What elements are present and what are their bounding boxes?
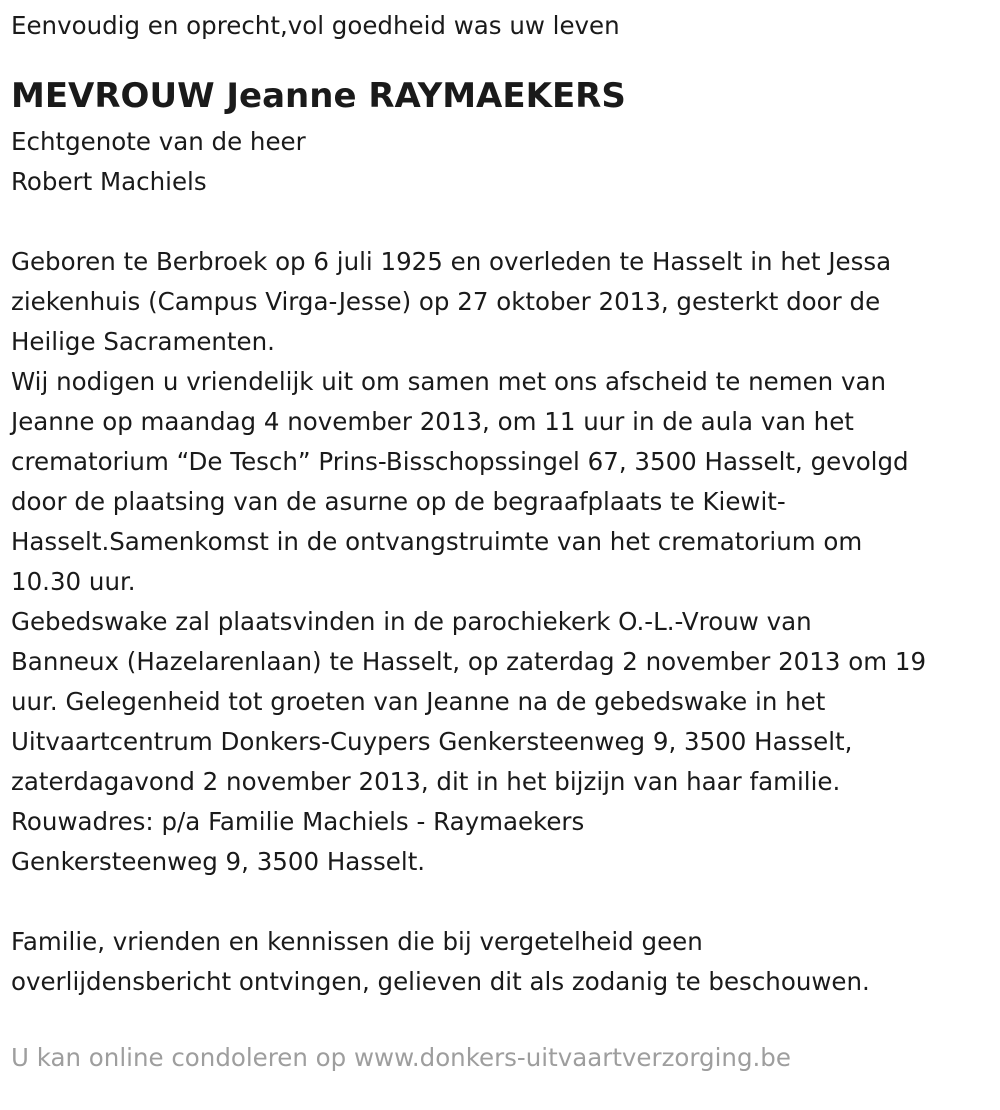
body-line: Heilige Sacramenten. [11,327,275,356]
condolence-link-text: U kan online condoleren op www.donkers-uitvaartverzorging.be [11,1043,791,1072]
body-line: Banneux (Hazelarenlaan) te Hasselt, op zaterdag 2 november 2013 om 19 [11,647,927,676]
spouse-line: Echtgenote van de heer [11,127,306,156]
body-line: crematorium “De Tesch” Prins-Bisschopssingel 67, 3500 Hasselt, gevolgd [11,447,909,476]
body-line: Gebedswake zal plaatsvinden in de parochiekerk O.-L.-Vrouw van [11,607,812,636]
body-line: ziekenhuis (Campus Virga-Jesse) op 27 oktober 2013, gesterkt door de [11,287,881,316]
body-line: Geboren te Berbroek op 6 juli 1925 en overleden te Hasselt in het Jessa [11,247,892,276]
closing-line: Familie, vrienden en kennissen die bij vergetelheid geen [11,927,703,956]
body-line: Jeanne op maandag 4 november 2013, om 11 uur in de aula van het [11,407,854,436]
body-line: door de plaatsing van de asurne op de begraafplaats te Kiewit- [11,487,786,516]
body-line: Uitvaartcentrum Donkers-Cuypers Genkersteenweg 9, 3500 Hasselt, [11,727,853,756]
notice-body [11,242,993,882]
body-line: 10.30 uur. [11,567,136,596]
closing-line: overlijdensbericht ontvingen, gelieven dit als zodanig te beschouwen. [11,967,870,996]
body-line: zaterdagavond 2 november 2013, dit in het bijzijn van haar familie. [11,767,841,796]
closing-note [11,922,993,1002]
mourning-address-line: Rouwadres: p/a Familie Machiels - Raymaekers [11,807,585,836]
body-line: Wij nodigen u vriendelijk uit om samen met ons afscheid te nemen van [11,367,887,396]
spacer [11,882,993,922]
body-line: Hasselt.Samenkomst in de ontvangstruimte van het crematorium om [11,527,863,556]
motto-line: Eenvoudig en oprecht,vol goedheid was uw leven [11,11,620,40]
spouse-line: Robert Machiels [11,167,207,196]
deceased-name: MEVROUW Jeanne RAYMAEKERS [11,76,626,116]
spouse-block [11,122,993,202]
body-line: uur. Gelegenheid tot groeten van Jeanne na de gebedswake in het [11,687,826,716]
death-notice [11,6,993,1078]
mourning-address-line: Genkersteenweg 9, 3500 Hasselt. [11,847,426,876]
spacer [11,202,993,242]
